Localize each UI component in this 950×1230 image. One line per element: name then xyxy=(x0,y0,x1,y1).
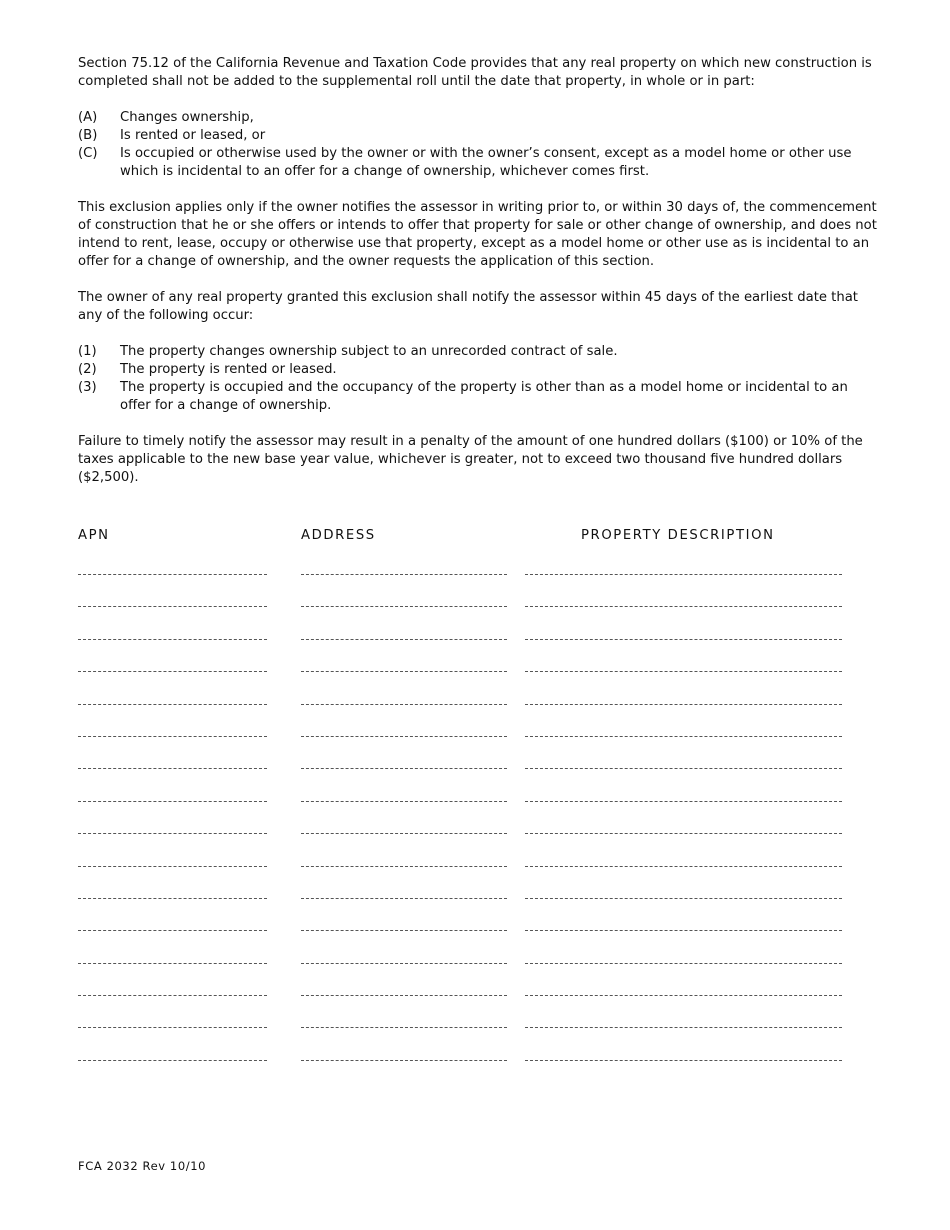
penalty-paragraph: Failure to timely notify the assessor may result in a penalty of the amount of one hundred dollars ($100) or 10% of the taxes applicable to the new base year value, whichever is greater, not to exceed two thousand five hundred dollars ($2,500). xyxy=(78,434,863,485)
table-row xyxy=(78,722,878,754)
property-description-blank-line[interactable] xyxy=(525,866,842,867)
property-description-blank-line[interactable] xyxy=(525,768,842,769)
list-marker: (C) xyxy=(78,146,98,161)
address-blank-line[interactable] xyxy=(301,995,507,996)
table-row xyxy=(78,916,878,948)
list-text: Is rented or leased, or xyxy=(120,128,266,143)
property-description-blank-line[interactable] xyxy=(525,704,842,705)
table-row xyxy=(78,787,878,819)
property-description-blank-line[interactable] xyxy=(525,833,842,834)
list-marker: (3) xyxy=(78,380,97,395)
address-blank-line[interactable] xyxy=(301,963,507,964)
apn-blank-line[interactable] xyxy=(78,963,267,964)
table-row xyxy=(78,1046,878,1078)
address-blank-line[interactable] xyxy=(301,833,507,834)
apn-column-header: APN xyxy=(78,528,110,543)
list-item xyxy=(78,343,878,361)
property-description-blank-line[interactable] xyxy=(525,1060,842,1061)
table-row xyxy=(78,560,878,592)
table-row xyxy=(78,852,878,884)
property-description-blank-line[interactable] xyxy=(525,930,842,931)
list-text: The property is occupied and the occupancy of the property is other than as a model home or incidental to an offer for a change of ownership. xyxy=(120,380,848,413)
property-description-blank-line[interactable] xyxy=(525,671,842,672)
apn-blank-line[interactable] xyxy=(78,768,267,769)
address-blank-line[interactable] xyxy=(301,736,507,737)
property-description-blank-line[interactable] xyxy=(525,963,842,964)
apn-blank-line[interactable] xyxy=(78,606,267,607)
table-row xyxy=(78,1013,878,1045)
property-description-blank-line[interactable] xyxy=(525,898,842,899)
property-description-blank-line[interactable] xyxy=(525,574,842,575)
list-marker: (B) xyxy=(78,128,98,143)
table-row xyxy=(78,657,878,689)
events-list xyxy=(78,343,878,415)
table-row xyxy=(78,819,878,851)
conditions-list xyxy=(78,109,878,181)
address-blank-line[interactable] xyxy=(301,639,507,640)
intro-paragraph: Section 75.12 of the California Revenue and Taxation Code provides that any real property on which new construction is completed shall not be added to the supplemental roll until the date that property, in whole or in part: xyxy=(78,56,872,89)
list-marker: (1) xyxy=(78,344,97,359)
list-text: The property is rented or leased. xyxy=(120,362,337,377)
address-blank-line[interactable] xyxy=(301,671,507,672)
apn-blank-line[interactable] xyxy=(78,704,267,705)
address-blank-line[interactable] xyxy=(301,1027,507,1028)
address-blank-line[interactable] xyxy=(301,574,507,575)
apn-blank-line[interactable] xyxy=(78,866,267,867)
apn-blank-line[interactable] xyxy=(78,671,267,672)
document-body xyxy=(78,55,878,505)
address-blank-line[interactable] xyxy=(301,898,507,899)
table-row xyxy=(78,625,878,657)
property-description-column-header: PROPERTY DESCRIPTION xyxy=(581,528,775,543)
property-description-blank-line[interactable] xyxy=(525,639,842,640)
property-description-blank-line[interactable] xyxy=(525,736,842,737)
property-description-blank-line[interactable] xyxy=(525,606,842,607)
table-row xyxy=(78,884,878,916)
property-table-header xyxy=(78,527,878,547)
list-item xyxy=(78,361,878,379)
table-row xyxy=(78,690,878,722)
property-description-blank-line[interactable] xyxy=(525,801,842,802)
apn-blank-line[interactable] xyxy=(78,1060,267,1061)
table-row xyxy=(78,981,878,1013)
property-table-rows xyxy=(78,560,878,1078)
property-description-blank-line[interactable] xyxy=(525,995,842,996)
list-text: Changes ownership, xyxy=(120,110,254,125)
form-number-footer: FCA 2032 Rev 10/10 xyxy=(78,1159,207,1173)
apn-blank-line[interactable] xyxy=(78,1027,267,1028)
apn-blank-line[interactable] xyxy=(78,898,267,899)
apn-blank-line[interactable] xyxy=(78,736,267,737)
list-text: Is occupied or otherwise used by the owner or with the owner’s consent, except as a model home or other use which is incidental to an offer for a change of ownership, whichever comes first. xyxy=(120,146,852,179)
table-row xyxy=(78,592,878,624)
table-row xyxy=(78,949,878,981)
list-marker: (A) xyxy=(78,110,98,125)
address-blank-line[interactable] xyxy=(301,801,507,802)
apn-blank-line[interactable] xyxy=(78,639,267,640)
apn-blank-line[interactable] xyxy=(78,574,267,575)
address-blank-line[interactable] xyxy=(301,1060,507,1061)
exclusion-paragraph: This exclusion applies only if the owner notifies the assessor in writing prior to, or within 30 days of, the commencement of construction that he or she offers or intends to offer that property for sale or other change of ownership, and does not intend to rent, lease, occupy or otherwise use that property, except as a model home or other use as is incidental to an offer for a change of ownership, and the owner requests the application of this section. xyxy=(78,200,877,269)
list-marker: (2) xyxy=(78,362,97,377)
list-text: The property changes ownership subject to an unrecorded contract of sale. xyxy=(120,344,618,359)
list-item xyxy=(78,127,878,145)
address-column-header: ADDRESS xyxy=(301,528,376,543)
list-item xyxy=(78,379,878,415)
table-row xyxy=(78,754,878,786)
address-blank-line[interactable] xyxy=(301,704,507,705)
list-item xyxy=(78,145,878,181)
property-description-blank-line[interactable] xyxy=(525,1027,842,1028)
address-blank-line[interactable] xyxy=(301,866,507,867)
apn-blank-line[interactable] xyxy=(78,930,267,931)
list-item xyxy=(78,109,878,127)
address-blank-line[interactable] xyxy=(301,930,507,931)
address-blank-line[interactable] xyxy=(301,606,507,607)
apn-blank-line[interactable] xyxy=(78,801,267,802)
apn-blank-line[interactable] xyxy=(78,833,267,834)
notify-paragraph: The owner of any real property granted this exclusion shall notify the assessor within 45 days of the earliest date that any of the following occur: xyxy=(78,290,858,323)
address-blank-line[interactable] xyxy=(301,768,507,769)
apn-blank-line[interactable] xyxy=(78,995,267,996)
